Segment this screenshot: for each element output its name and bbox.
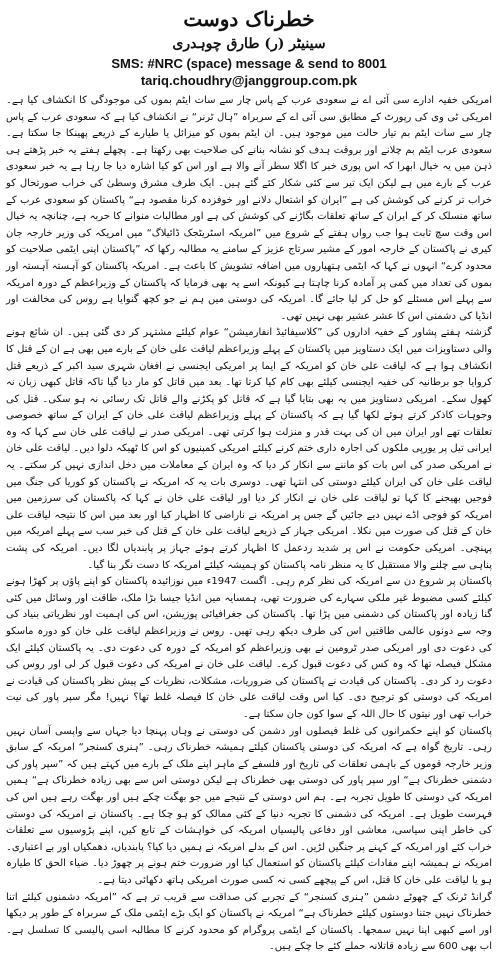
author-byline: سینیٹر (ر) طارق چوہدری (172, 36, 326, 52)
sms-instructions: SMS: #NRC (space) message & send to 8001 (111, 56, 387, 71)
column-header (6, 6, 492, 89)
paragraph-2: گزشتہ ہفتے پشاور کے خفیہ اداروں کی ”کلاسیفائیڈ انفارمیشن“ عوام کیلئے مشتہر کر دی گئی ہیں۔ ان شائع ہونے والی دستاویزات میں ایک دستاویز میں پاکستان کے پہلے وزیراعظم لیاقت علی خان کے بارے میں بھی ہے ان کے قتل کا انکشاف ہوا ہے کہ لیاقت علی خان کو امریکہ کے ایما پر امریکی ایجنسی نے افغان شہری سید اکبر کے ذریعے قتل کروایا جو برطانیہ کی خفیہ ایجنسی کیلئے بھی کام کیا کرتا تھا۔ بعد میں قاتل کو مار دیا گیا تاکہ قاتل کبھی زبان نہ کھول سکے۔ امریکی دستاویز میں یہ بھی بتایا گیا ہے کہ قاتل کو پکڑنے والے قاتل تک رسائی نہ ہو سکی۔ قتل کی وجوہات کاذکر کرتے ہوئے لکھا گیا ہے کہ پاکستان کے پہلے وزیراعظم لیاقت علی خان کے ایران کے ساتھ خصوصی تعلقات تھے اور ایران میں ان کی بہت قدر و منزلت ہوا کرتی تھی۔ امریکی صدر نے لیاقت علی خان سے کہا کہ وہ ایرانی تیل پر یورپی ملکوں کی اجارہ داری ختم کرنے کیلئے امریکی کمپنیوں کو اس کا ٹھیکہ دلوا دیں۔ لیاقت علی خان نے امریکی صدر کی اس بات کو ماننے سے انکار کر دیا کہ وہ ایران کے معاملات میں دخل اندازی نہیں کر سکتے۔ یہ لیاقت علی خان کی ایران کیلئے دوستی کی انتہا تھی۔ دوسری بات یہ کہ امریکہ نے پاکستان کو کوریا کی جنگ میں فوجیں بھیجنے کا کہا تو لیاقت علی خان نے انکار کر دیا اور لیاقت علی خان نے کہا کہ پاکستان کی سرزمین میں امریکہ کو فوجی اڈے نہیں دیے جائیں گے جس پر امریکہ نے ناراضی کا اظہار کیا اور بعد میں اس کا نتیجہ لیاقت علی خان کے قتل کی صورت میں نکلا۔ امریکی جہاز کے ذریعے لیاقت علی خان کے قتل کی خبر سب سے پہلے امریکہ میں پہنچی۔ امریکی حکومت نے اس پر شدید ردعمل کا اظہار کرتے ہوئے جہاز پر پابندیاں لگا دیں۔ امریکہ کی پشت پناہی سے چلنے والا مستقبل کا یہ منظر نامہ پاکستان کو ہمیشہ کیلئے امریکہ کا دست نگر بنا گیا۔ (6, 327, 492, 571)
column-title: خطرناک دوست (183, 7, 315, 31)
paragraph-3: پاکستان پر شروع دن سے امریکہ کی نظر کرم رہی۔ اگست 1947ء میں نوزائیدہ پاکستان کو اپنے پاؤں پر کھڑا ہونے کیلئے کسی مضبوط غیر ملکی سہارے کی ضرورت تھی، ہمسایہ میں انڈیا جیسا بڑا ملک، طاقت اور وسائل میں کئی گنا زیادہ اور پاکستان کی دشمنی میں پڑا تھا۔ پاکستان کی جغرافیائی پوزیشن، اس کی اہمیت اور نظریاتی بنیاد کی وجہ سے دونوں عالمی طاقتیں اس کی طرف دیکھ رہی تھیں۔ روس نے وزیراعظم لیاقت علی خان کو دورہ ماسکو کی دعوت دی اور امریکی صدر ٹرومین نے بھی وزیراعظم کو امریکہ کے دورہ کی دعوت دی۔ یہ پاکستان کیلئے ایک مشکل فیصلہ تھا کہ وہ کس کی دعوت قبول کرے۔ لیاقت علی خان نے امریکہ کی دعوت قبول کر لی اور روس کی دعوت رد کر دی۔ پاکستان کی قیادت نے پاکستان کی ضروریات، مشکلات، نظریات کے پیش نظر پاکستان کی قیادت نے امریکہ کی دوستی کو ترجیح دی۔ کیا اس وقت لیاقت علی خان کا فیصلہ غلط تھا؟ نہیں! مگر سپر پاور کی نیت خراب تھی اور نیتوں کا حال اللہ کے سوا کون جان سکتا ہے۔ (6, 576, 492, 720)
paragraph-1: امریکی خفیہ ادارے سی آئی اے نے سعودی عرب کے پاس چار سے سات ایٹم بموں کی موجودگی کا انکشاف کیا ہے۔ امریکی ٹی وی کی رپورٹ کے مطابق سی آئی اے کے سربراہ ”ہال ٹرنر“ نے انکشاف کیا ہے کہ سعودی عرب کے پاس چار سے سات ایٹم بم تیار حالت میں موجود ہیں۔ ان ایٹم بموں کو میزائل یا طیارے کے ذریعے پھینکا جا سکتا ہے۔ سعودی عرب ایٹم بم چلانے اور بروقت ہدف کو نشانہ بنانے کی صلاحیت بھی رکھتا ہے۔ پچھلے ہفتے یہ خبر پڑھتے ہی ذہن میں یہ خیال ابھرا کہ اس پوری خبر کا اگلا سطر آنے والا ہے اور اس کو کیا اشارہ دیا جا رہا ہے یہ خبر سعودی عرب کے بارے میں ہے لیکن ایک تیر سے کئی شکار کئے گئے ہیں۔ ایک طرف مشرق وسطیٰ کی خراب صورتحال کو خراب تر کرنے کی کوشش کی ہے ”ایران کو اشتعال دلانے اور خوفزدہ کرنا مقصود ہے“ پاکستان کو سعودی عرب کے ساتھ منسلک کر کے ایران کے ساتھ تعلقات بگاڑنے کی کوشش کی ہے اور مطالبات منوانے کا حربہ ہے، چنانچہ یہ خیال اس وقت سچ ثابت ہوا جب رواں ہفتے کے شروع میں ”امریکہ اسٹریٹجک ڈائیلاگ“ میں امریکہ کی وزیر خارجہ جان کیری نے پاکستان کے خارجہ امور کے مشیر سرتاج عزیز کے سامنے یہ مطالبہ رکھا کہ ”پاکستان اپنی ایٹمی صلاحیت کو محدود کرے“ انہوں نے کہا کہ ایٹمی ہتھیاروں میں اضافہ تشویش کا باعث ہے۔ امریکہ پاکستان کو آہستہ آہستہ اور بموں کی تعداد میں کمی پر آمادہ کرنا چاہتا ہے کیونکہ اسے یہ بھی فرمایا کہ پاکستان کے وزیراعظم کے دورہ امریکہ سے پہلے اس مسئلے کو حل کر لیا جائے گا۔ امریکہ کی دوستی میں ہم نے جو کچھ گنوایا ہے روس کی مخالفت اور انڈیا کی دشمنی اس کا عشر عشیر بھی نہیں تھی۔ (6, 95, 492, 322)
paragraph-4: پاکستان کو اپنے حکمرانوں کی غلط فیصلوں اور دشمن کی دوستی نے وہاں پہنچا دیا جہاں سے واپسی آسان نہیں رہی۔ تاریخ گواہ ہے کہ امریکہ کی دوستی پاکستان کیلئے ہمیشہ خطرناک رہی۔ ”ہنری کسنجر“ امریکہ کے سابق وزیر خارجہ قوموں کے باہمی تعلقات کی تاریخ اور فلسفے کے ماہر اپنے ملک کے بارے میں کہتے ہیں کہ ”سپر پاور کی دشمنی خطرناک ہے“ اور سپر پاور کی دوستی بھی خطرناک ہے لیکن دوستی اس سے بھی زیادہ خطرناک ہے“ ہمیں امریکہ کی دوستی کا طویل تجربہ ہے۔ ہم اس دوستی کے نتیجے میں جو بھگت چکے ہیں اور بھگت رہے ہیں اس کی فہرست طویل ہے۔ امریکہ کی دشمنی کا تجربہ دنیا کے کئی ممالک کو ہو چکا ہے۔ پاکستان نے امریکہ کی دوستی کی خاطر اپنی سیاسی، معاشی اور دفاعی پالیسیاں امریکہ کی خواہشات کے تابع کیں، اپنے پڑوسیوں سے تعلقات خراب کئے اور امریکہ کے کہنے پر جنگیں لڑیں۔ اس کے بدلے امریکہ نے ہمیں دیا کیا؟ پابندیاں، دھمکیاں اور بے اعتباری۔ امریکہ نے ہمیشہ اپنے مفادات کیلئے پاکستان کو استعمال کیا اور ضرورت ختم ہونے پر چھوڑ دیا۔ ضیاء الحق کا طیارہ ہو یا لیاقت علی خان کا قتل، اس کے پیچھے کسی نہ کسی صورت امریکی ہاتھ دکھائی دیتا ہے۔ (6, 725, 492, 886)
author-email: tariq.choudhry@janggroup.com.pk (140, 73, 358, 88)
column-body (6, 93, 492, 956)
paragraph-5: گرانڈ ٹرنک کے چھوٹے دشمن ”ہنری کسنجر“ کے تجربے کی صداقت سے قریب تر ہے کہ ”امریکہ دشمنوں کیلئے اتنا خطرناک نہیں جتنا دوستوں کیلئے خطرناک ہے“ امریکہ نے پاکستان کو ایک بڑے ایٹمی ملک کے سربراہ کے طور پر دیکھا اور اسے کبھی اپنا نہیں سمجھا۔ پاکستان کے ایٹمی پروگرام کو محدود کرنے کا مطالبہ اسی پالیسی کا تسلسل ہے۔ اب بھی 600 سے زیادہ قاتلانہ حملے کئے جا چکے ہیں۔ (6, 891, 492, 953)
